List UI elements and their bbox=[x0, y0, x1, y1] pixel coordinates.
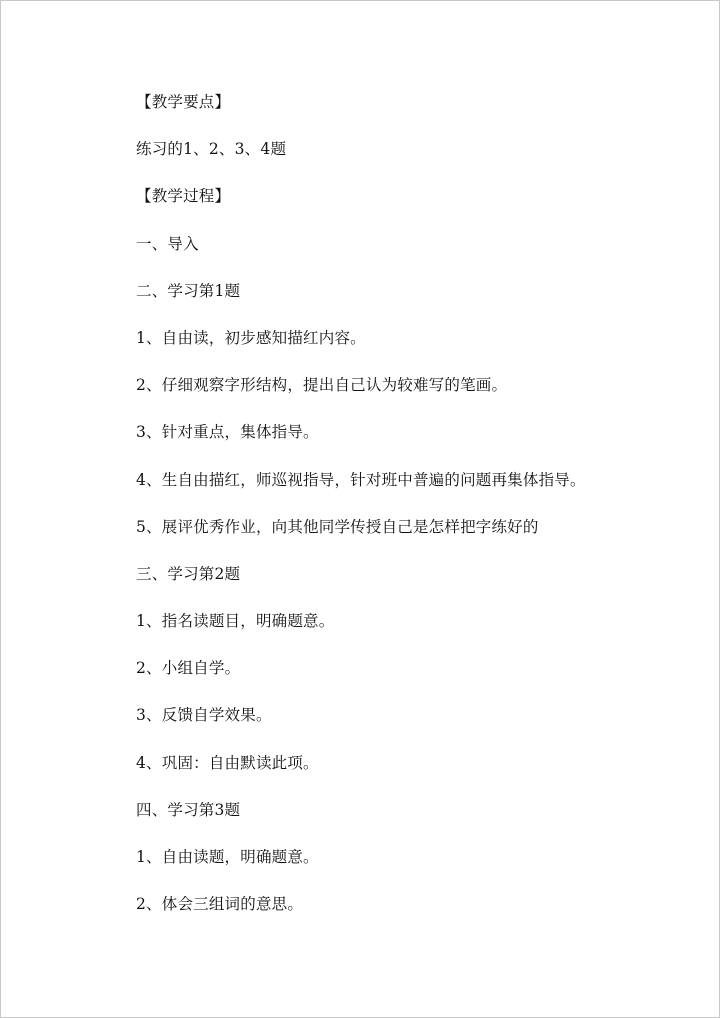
step-study-question-3: 四、学习第3题 bbox=[136, 800, 241, 819]
step-study-question-1: 二、学习第1题 bbox=[136, 281, 241, 300]
step-study-question-2: 三、学习第2题 bbox=[136, 564, 241, 583]
document-body bbox=[136, 87, 689, 936]
list-item: 4、巩固：自由默读此项。 bbox=[136, 753, 319, 772]
step-introduction: 一、导入 bbox=[136, 234, 199, 253]
section-heading-teaching-process: 【教学过程】 bbox=[136, 187, 231, 206]
list-item: 2、小组自学。 bbox=[136, 659, 241, 678]
list-item: 2、体会三组词的意思。 bbox=[136, 895, 304, 914]
list-item: 3、反馈自学效果。 bbox=[136, 706, 272, 725]
list-item: 1、自由读，初步感知描红内容。 bbox=[136, 328, 366, 347]
list-item: 2、仔细观察字形结构，提出自己认为较难写的笔画。 bbox=[136, 376, 508, 395]
list-item: 5、展评优秀作业，向其他同学传授自己是怎样把字练好的 bbox=[136, 517, 539, 536]
section-heading-teaching-points: 【教学要点】 bbox=[136, 93, 231, 111]
list-item: 1、指名读题目，明确题意。 bbox=[136, 612, 335, 631]
list-item: 4、生自由描红，师巡视指导，针对班中普遍的问题再集体指导。 bbox=[136, 470, 586, 489]
list-item: 1、自由读题，明确题意。 bbox=[136, 848, 319, 866]
list-item: 3、针对重点，集体指导。 bbox=[136, 423, 319, 442]
paragraph-exercise-scope: 练习的1、2、3、4题 bbox=[136, 140, 287, 159]
